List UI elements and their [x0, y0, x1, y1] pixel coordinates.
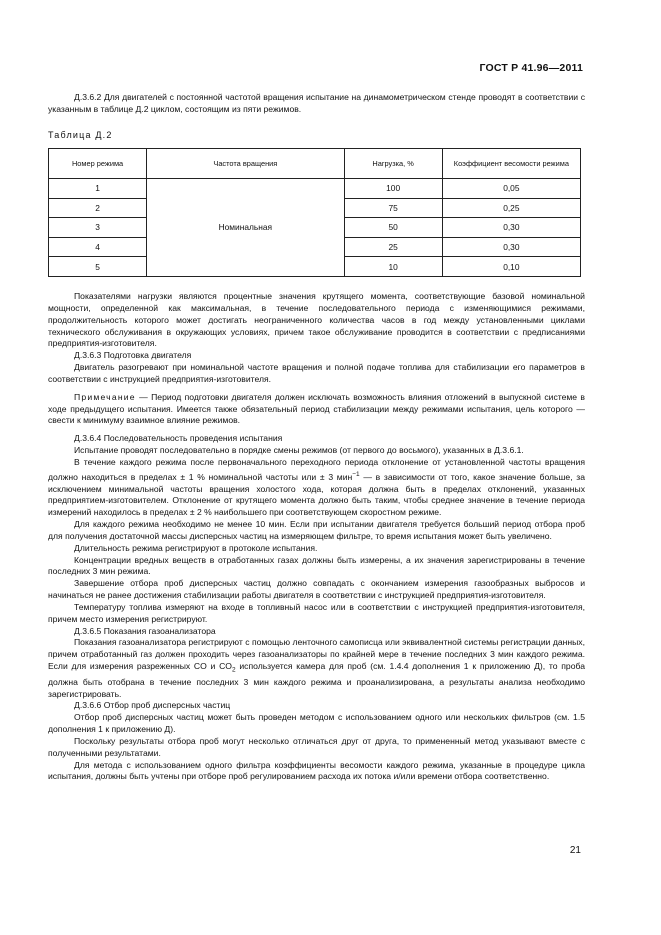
note-text: — Период подготовки двигателя должен исключать возможность влияния отложений в выпускной системе в ходе предыдущего испытания. Имеется также обязательный период стабилизации между режимами испытания, цель которого — свести к минимуму взаимное влияние режимов.: [48, 391, 586, 426]
paragraph-part: В течение каждого режима после первоначального переходного периода отклонение от установленной частоты вращения должно находиться в пределах ± 1 % номинальной частоты или ± 3 мин: [48, 456, 585, 482]
paragraph-part: — в зависимости от того, какое значение больше, за исключением минимальной частоты вращения холостого хода, которая должна быть в пределах отклонений, указанных предприятием-изготовителем. Отклонение от крутящего момента должно быть таким, чтобы среднее значение в течение периода измерений находилось в пределах ± 2 % наибольшего при соответствующем скоростном режиме.: [48, 471, 585, 518]
main-text: [48, 291, 585, 783]
cell-load: 50: [344, 218, 442, 238]
paragraph-part: используется камера для проб (см. 1.4.4 дополнения 1 к приложению Д), то проба должна быть отобрана в течение последних 3 мин каждого режима и проанализирована, а результаты анализа необходимо зарегистрировать.: [48, 661, 585, 699]
cell-weight: 0,30: [442, 218, 580, 238]
subscript: 2: [231, 666, 236, 674]
section-heading: Д.3.6.6 Отбор проб дисперсных частиц: [74, 700, 231, 711]
table-header-row: [49, 149, 581, 179]
paragraph: Для метода с использованием одного фильтра коэффициенты весомости каждого режима, указанные в процедуре цикла испытания, должны быть учтены при отборе проб регулированием расхода их потока и/или времени отбора соответственно.: [48, 759, 585, 782]
cell-weight: 0,05: [442, 179, 580, 199]
cell-mode: 1: [49, 179, 147, 199]
cell-weight: 0,10: [442, 257, 580, 277]
paragraph: Длительность режима регистрируют в протоколе испытания.: [74, 542, 318, 553]
superscript: −1: [352, 470, 360, 478]
paragraph: [48, 457, 585, 519]
section-heading: Д.3.6.3 Подготовка двигателя: [74, 350, 192, 361]
paragraph: Показателями нагрузки являются процентные значения крутящего момента, соответствующие базовой номинальной мощности, определенной как максимальная, в течение последовательного периода с изменяющимися режимами, продолжительность которого может достигать неограниченного количества часов в год между установленными циклами технического обслуживания в окружающих условиях, причем такое обслуживание проводится в соответствии с предписаниями предприятия-изготовителя.: [48, 291, 585, 349]
paragraph: Концентрации вредных веществ в отработанных газах должны быть измерены, а их значения зарегистрированы в течение последних 3 мин режима.: [48, 554, 585, 577]
cell-weight: 0,30: [442, 237, 580, 257]
paragraph: Двигатель разогревают при номинальной частоте вращения и полной подаче топлива для стабилизации его параметров в соответствии с инструкцией предприятия-изготовителя.: [48, 362, 585, 384]
cell-speed: Номинальная: [147, 179, 344, 277]
paragraph-part: Показания газоанализатора регистрируют с помощью ленточного самописца или эквивалентной системы регистрации данных, причем отработанный газ должен проходить через газоанализаторы по крайней мере в течение последних 3 мин каждого режима. Если для измерения разреженных CO и CO: [48, 637, 585, 672]
header-speed: Частота вращения: [147, 149, 344, 179]
paragraph: Температуру топлива измеряют на входе в топливный насос или в соответствии с инструкцией предприятия-изготовителя, причем место измерения регистрируют.: [48, 601, 585, 624]
paragraph: [48, 637, 585, 700]
modes-table: [48, 148, 581, 277]
cell-mode: 3: [49, 218, 147, 238]
intro-text: Д.3.6.2 Для двигателей с постоянной частотой вращения испытание на динамометрическом стенде проводят в соответствии с указанным в таблице Д.2 циклом, состоящим из пяти режимов.: [48, 92, 585, 114]
cell-mode: 5: [49, 257, 147, 277]
page-number: 21: [569, 845, 581, 856]
header-load: Нагрузка, %: [344, 149, 442, 179]
table-row: [49, 179, 581, 199]
cell-load: 100: [344, 179, 442, 199]
paragraph: Для каждого режима необходимо не менее 10 мин. Если при испытании двигателя требуется больший период отбора проб для получения достаточной массы дисперсных частиц на измеряющем фильтре, то время испытания может быть увеличено.: [48, 519, 585, 541]
note-paragraph: [48, 392, 585, 428]
intro-paragraph: [48, 92, 585, 116]
header-weight: Коэффициент весомости режима: [442, 149, 580, 179]
paragraph: Завершение отбора проб дисперсных частиц должно совпадать с окончанием измерения газообразных выбросов и начинаться не ранее достижения стабилизации работы двигателя в соответствии с инструкцией предприятия-изготовителя.: [48, 578, 585, 601]
paragraph: Испытание проводят последовательно в порядке смены режимов (от первого до восьмого), указанных в Д.3.6.1.: [74, 445, 524, 456]
cell-load: 10: [344, 257, 442, 277]
header-mode: Номер режима: [49, 149, 147, 179]
cell-mode: 2: [49, 198, 147, 218]
note-lead: Примечание: [74, 391, 136, 402]
paragraph: Отбор проб дисперсных частиц может быть проведен методом с использованием одного или нескольких фильтров (см. 1.5 дополнения 1 к приложению Д).: [48, 712, 585, 735]
cell-mode: 4: [49, 237, 147, 257]
cell-load: 75: [344, 198, 442, 218]
section-heading: Д.3.6.5 Показания газоанализатора: [74, 625, 216, 636]
section-heading: Д.3.6.4 Последовательность проведения испытания: [74, 433, 283, 444]
cell-weight: 0,25: [442, 198, 580, 218]
paragraph: Поскольку результаты отбора проб могут несколько отличаться друг от друга, то примененный метод указывают вместе с полученными результатами.: [48, 735, 585, 758]
table-title: Таблица Д.2: [48, 130, 113, 140]
document-header: ГОСТ Р 41.96—2011: [479, 62, 583, 74]
cell-load: 25: [344, 237, 442, 257]
